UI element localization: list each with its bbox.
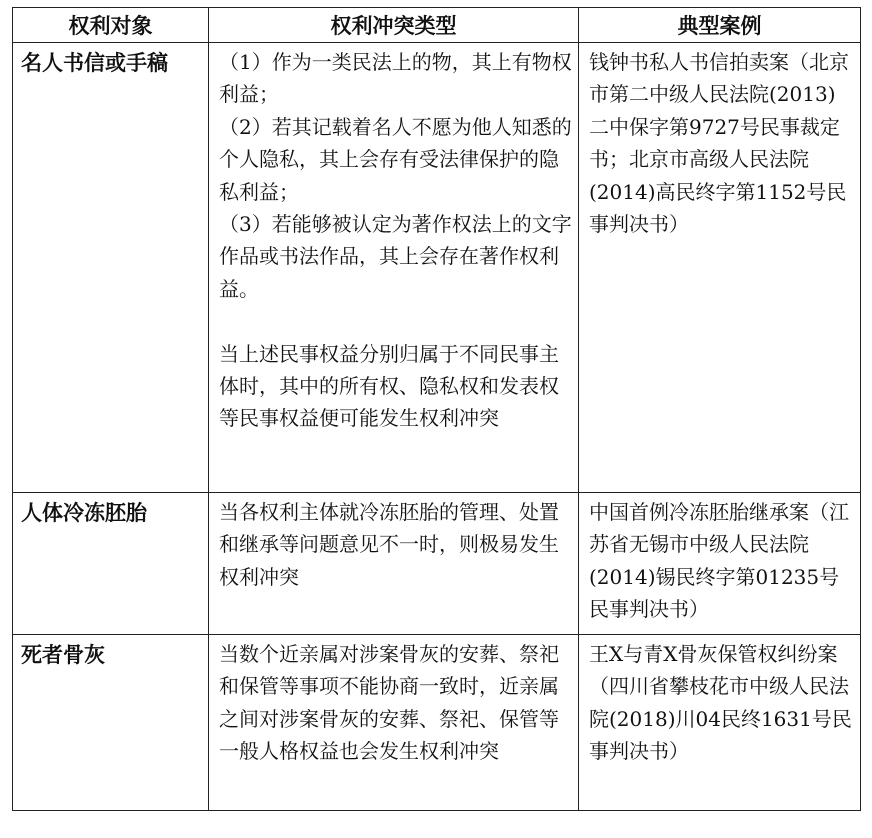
typical-case-cell: 王X与青X骨灰保管权纠纷案（四川省攀枝花市中级人民法院(2018)川04民终1631号民事判决书） [579,635,861,811]
table-row [13,635,861,811]
conflict-type-item: （1）作为一类民法上的物，其上有物权利益； [219,50,572,107]
header-conflict-type: 权利冲突类型 [209,8,579,43]
conflict-summary: 当上述民事权益分别归属于不同民事主体时，其中的所有权、隐私权和发表权等民事权益便可能发生权利冲突 [219,341,559,431]
header-row [13,8,861,43]
conflict-type-cell: 当数个近亲属对涉案骨灰的安葬、祭祀和保管等事项不能协商一致时，近亲属之间对涉案骨灰的安葬、祭祀、保管等一般人格权益也会发生权利冲突 [209,635,579,811]
rights-object-cell: 名人书信或手稿 [13,43,209,493]
rights-object-cell: 死者骨灰 [13,635,209,811]
typical-case-cell: 中国首例冷冻胚胎继承案（江苏省无锡市中级人民法院(2014)锡民终字第01235号民事判决书） [579,493,861,635]
table-row [13,493,861,635]
conflict-type-item: （3）若能够被认定为著作权法上的文字作品或书法作品，其上会存在著作权利益。 [219,212,572,301]
table-row [13,43,861,493]
conflict-type-item: （2）若其记载着名人不愿为他人知悉的个人隐私，其上会存有受法律保护的隐私利益； [219,114,572,204]
header-rights-object: 权利对象 [13,8,209,43]
paragraph-gap [219,305,572,337]
typical-case-cell: 钱钟书私人书信拍卖案（北京市第二中级人民法院(2013)二中保字第9727号民事裁定书；北京市高级人民法院(2014)高民终字第1152号民事判决书） [579,43,861,493]
conflict-type-cell [209,43,579,493]
rights-object-cell: 人体冷冻胚胎 [13,493,209,635]
conflict-type-cell: 当各权利主体就冷冻胚胎的管理、处置和继承等问题意见不一时，则极易发生权利冲突 [209,493,579,635]
header-typical-case: 典型案例 [579,8,861,43]
rights-conflict-table [12,7,861,811]
